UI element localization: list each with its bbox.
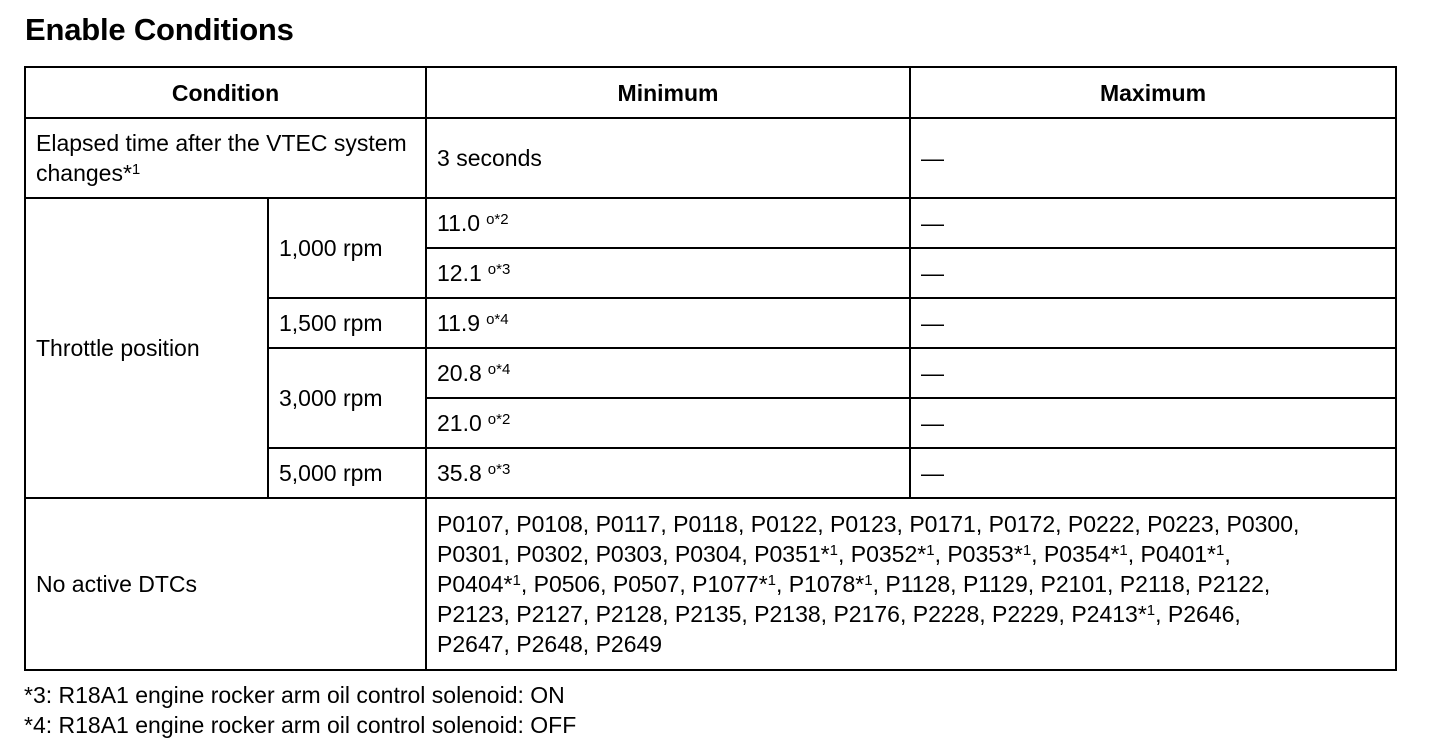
footnote-ref: 3 <box>501 461 511 478</box>
value: 21.0 <box>437 410 482 436</box>
page-title: Enable Conditions <box>25 12 294 47</box>
maximum-cell: — <box>910 248 1396 298</box>
maximum-cell: — <box>910 348 1396 398</box>
header-maximum: Maximum <box>910 67 1396 118</box>
dtc-text: P0404* <box>437 571 513 597</box>
dtc-text: , P0354* <box>1031 541 1120 567</box>
footnote-ref: 1 <box>926 542 935 559</box>
dtc-list <box>426 498 1396 670</box>
dtc-text: , P0352* <box>837 541 927 567</box>
dtc-text: P2647, P2648, P2649 <box>437 631 663 657</box>
maximum-cell: — <box>910 198 1396 248</box>
dtc-text: P0107, P0108, P0117, P0118, P0122, P0123, P0171, P0172, P0222, P0223, P0300, <box>437 511 1300 537</box>
footnote-ref: 1 <box>512 572 521 589</box>
table-row-dtc <box>25 498 1396 670</box>
minimum-cell: 3 seconds <box>426 118 910 198</box>
footnote-3: *3: R18A1 engine rocker arm oil control solenoid: ON <box>24 682 565 708</box>
dtc-text: , P1128, P1129, P2101, P2118, P2122, <box>872 571 1271 597</box>
condition-cell-throttle: Throttle position <box>25 198 268 498</box>
value: 20.8 <box>437 360 482 386</box>
dtc-text: , P0506, P0507, P1077* <box>520 571 768 597</box>
maximum-cell: — <box>910 298 1396 348</box>
dtc-text: , P2646, <box>1155 601 1241 627</box>
footnote-ref: 1 <box>1216 542 1225 559</box>
minimum-cell <box>426 298 910 348</box>
unit: o* <box>487 411 502 428</box>
footnote-ref: 1 <box>1146 602 1156 619</box>
unit: o* <box>486 211 501 228</box>
footnote-ref: 4 <box>501 361 511 378</box>
condition-text: Elapsed time after the VTEC system changes* <box>36 130 407 186</box>
dtc-lines <box>437 509 1385 659</box>
minimum-cell <box>426 398 910 448</box>
dtc-line <box>437 539 1385 569</box>
minimum-cell <box>426 248 910 298</box>
condition-cell <box>25 118 426 198</box>
minimum-cell <box>426 448 910 498</box>
footnote-ref: 1 <box>767 572 776 589</box>
footnote-4: *4: R18A1 engine rocker arm oil control solenoid: OFF <box>24 712 577 738</box>
value: 11.9 <box>437 310 481 336</box>
header-minimum: Minimum <box>426 67 910 118</box>
footnote-ref: 1 <box>131 161 141 178</box>
footnote-ref: 4 <box>500 311 509 328</box>
dtc-text: , P1078* <box>775 571 865 597</box>
value: 35.8 <box>437 460 482 486</box>
table-row <box>25 198 1396 248</box>
dtc-text: , P0401* <box>1127 541 1216 567</box>
footnote-ref: 1 <box>1022 542 1032 559</box>
value: 11.0 <box>437 210 481 236</box>
dtc-line <box>437 599 1385 629</box>
dtc-text: P0301, P0302, P0303, P0304, P0351* <box>437 541 830 567</box>
minimum-cell <box>426 348 910 398</box>
footnote-ref: 2 <box>500 211 509 228</box>
maximum-cell: — <box>910 448 1396 498</box>
maximum-cell: — <box>910 398 1396 448</box>
enable-conditions-table <box>24 66 1397 671</box>
rpm-cell: 5,000 rpm <box>268 448 426 498</box>
footnote-ref: 3 <box>501 261 511 278</box>
unit: o* <box>487 461 502 478</box>
unit: o* <box>487 261 502 278</box>
minimum-cell <box>426 198 910 248</box>
dtc-text: P2123, P2127, P2128, P2135, P2138, P2176, P2228, P2229, P2413* <box>437 601 1147 627</box>
rpm-cell: 3,000 rpm <box>268 348 426 448</box>
dtc-text: , <box>1224 541 1231 567</box>
value: 12.1 <box>437 260 482 286</box>
footnote-ref: 1 <box>1119 542 1128 559</box>
table-row-vtec <box>25 118 1396 198</box>
maximum-cell: — <box>910 118 1396 198</box>
dtc-line <box>437 569 1385 599</box>
footnote-ref: 1 <box>864 572 873 589</box>
rpm-cell: 1,500 rpm <box>268 298 426 348</box>
dtc-line <box>437 509 1385 539</box>
header-condition: Condition <box>25 67 426 118</box>
footnote-ref: 1 <box>829 542 838 559</box>
rpm-cell: 1,000 rpm <box>268 198 426 298</box>
table-header-row <box>25 67 1396 118</box>
dtc-line <box>437 629 1385 659</box>
unit: o* <box>486 311 501 328</box>
unit: o* <box>487 361 502 378</box>
footnote-ref: 2 <box>501 411 511 428</box>
dtc-text: , P0353* <box>934 541 1023 567</box>
condition-cell-dtc: No active DTCs <box>25 498 426 670</box>
